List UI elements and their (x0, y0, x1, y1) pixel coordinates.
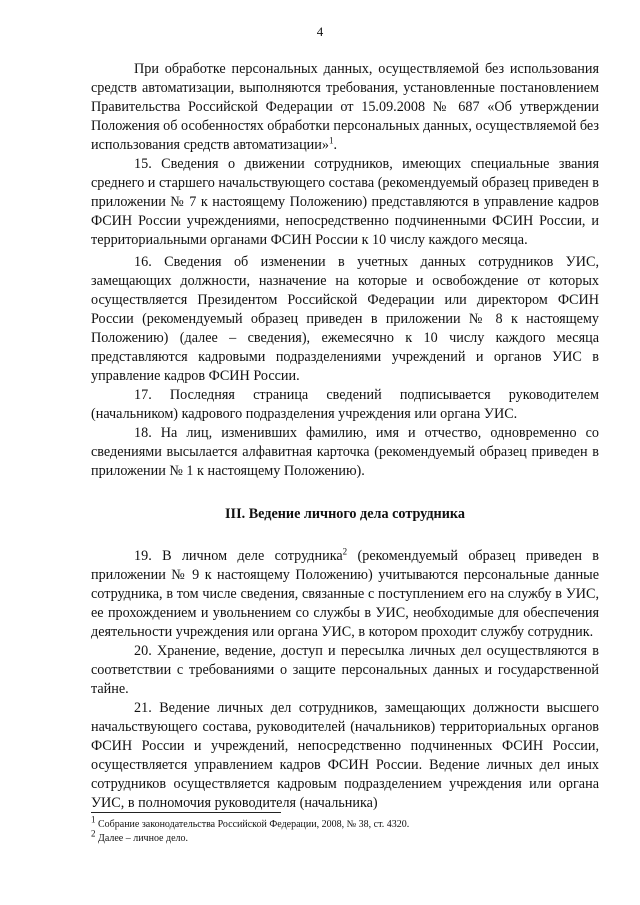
footnote-ref-2: 2 (342, 546, 348, 557)
paragraph-15: 15. Сведения о движении сотрудников, имеющих специальные звания среднего и старшего начальствующего состава (рекомендуемый образец приведен в приложении № 7 к настоящему Положению) представляются в управление кадров ФСИН России учреждениями, непосредственно подчиненными ФСИН России, и территориальными органами ФСИН России к 10 числу каждого месяца. (91, 156, 599, 248)
paragraph-20: 20. Хранение, ведение, доступ и пересылка личных дел осуществляются в соответствии с требованиями о защите персональных данных и государственной тайне. (91, 643, 599, 697)
paragraph-18: 18. На лиц, изменивших фамилию, имя и отчество, одновременно со сведениями высылается алфавитная карточка (рекомендуемый образец приведен в приложении № 1 к настоящему Положению). (91, 425, 599, 479)
footnote-ref-1: 1 (328, 135, 334, 146)
paragraph-intro: При обработке персональных данных, осуществляемой без использования средств автоматизации, выполняются требования, установленные постановлением Правительства Российской Федерации от 15.09.2008 № 687 «Об утверждении Положения об особенностях обработки персональных данных, осуществляемой без использования средств автоматизации»$^1$. (91, 61, 599, 153)
paragraph-19: 19. В личном деле сотрудника$^2$ (рекомендуемый образец приведен в приложении № 9 к настоящему Положению) учитываются персональные данные сотрудника, в том числе сведения, связанные с поступлением его на службу в УИС, ее прохождением и увольнением со службы в УИС, необходимые для обеспечения деятельности учреждения или органа УИС, в котором проходит службу сотрудник. (91, 546, 599, 640)
paragraph-17: 17. Последняя страница сведений подписывается руководителем (начальником) кадрового подразделения учреждения или органа УИС. (91, 387, 599, 422)
page-number: 4 (316, 24, 324, 39)
section-heading: III. Ведение личного дела сотрудника (225, 506, 465, 522)
footnote-2: $^2$ Далее – личное дело. (91, 828, 189, 844)
paragraph-16: 16. Сведения об изменении в учетных данных сотрудников УИС, замещающих должности, назначение на которые и освобождение от которых осуществляется Президентом Российской Федерации или директором ФСИН России (рекомендуемый образец приведен в приложении № 8 к настоящему Положению) (далее – сведения), ежемесячно к 10 числу каждого месяца представляются кадровыми подразделениями учреждений и органов УИС в управление кадров ФСИН России. (91, 254, 599, 384)
paragraph-21: 21. Ведение личных дел сотрудников, замещающих должности высшего начальствующего состава, руководителей (начальников) территориальных органов ФСИН России и учреждений, непосредственно подчиненных ФСИН России, осуществляется управлением кадров ФСИН России. Ведение личных дел иных сотрудников осуществляется кадровым подразделением учреждения или органа УИС, в полномочия руководителя (начальника) (91, 700, 599, 811)
footnote-divider (91, 812, 281, 813)
footnote-1: $^1$ Собрание законодательства Российской Федерации, 2008, № 38, ст. 4320. (91, 814, 410, 830)
document-body (91, 60, 599, 813)
